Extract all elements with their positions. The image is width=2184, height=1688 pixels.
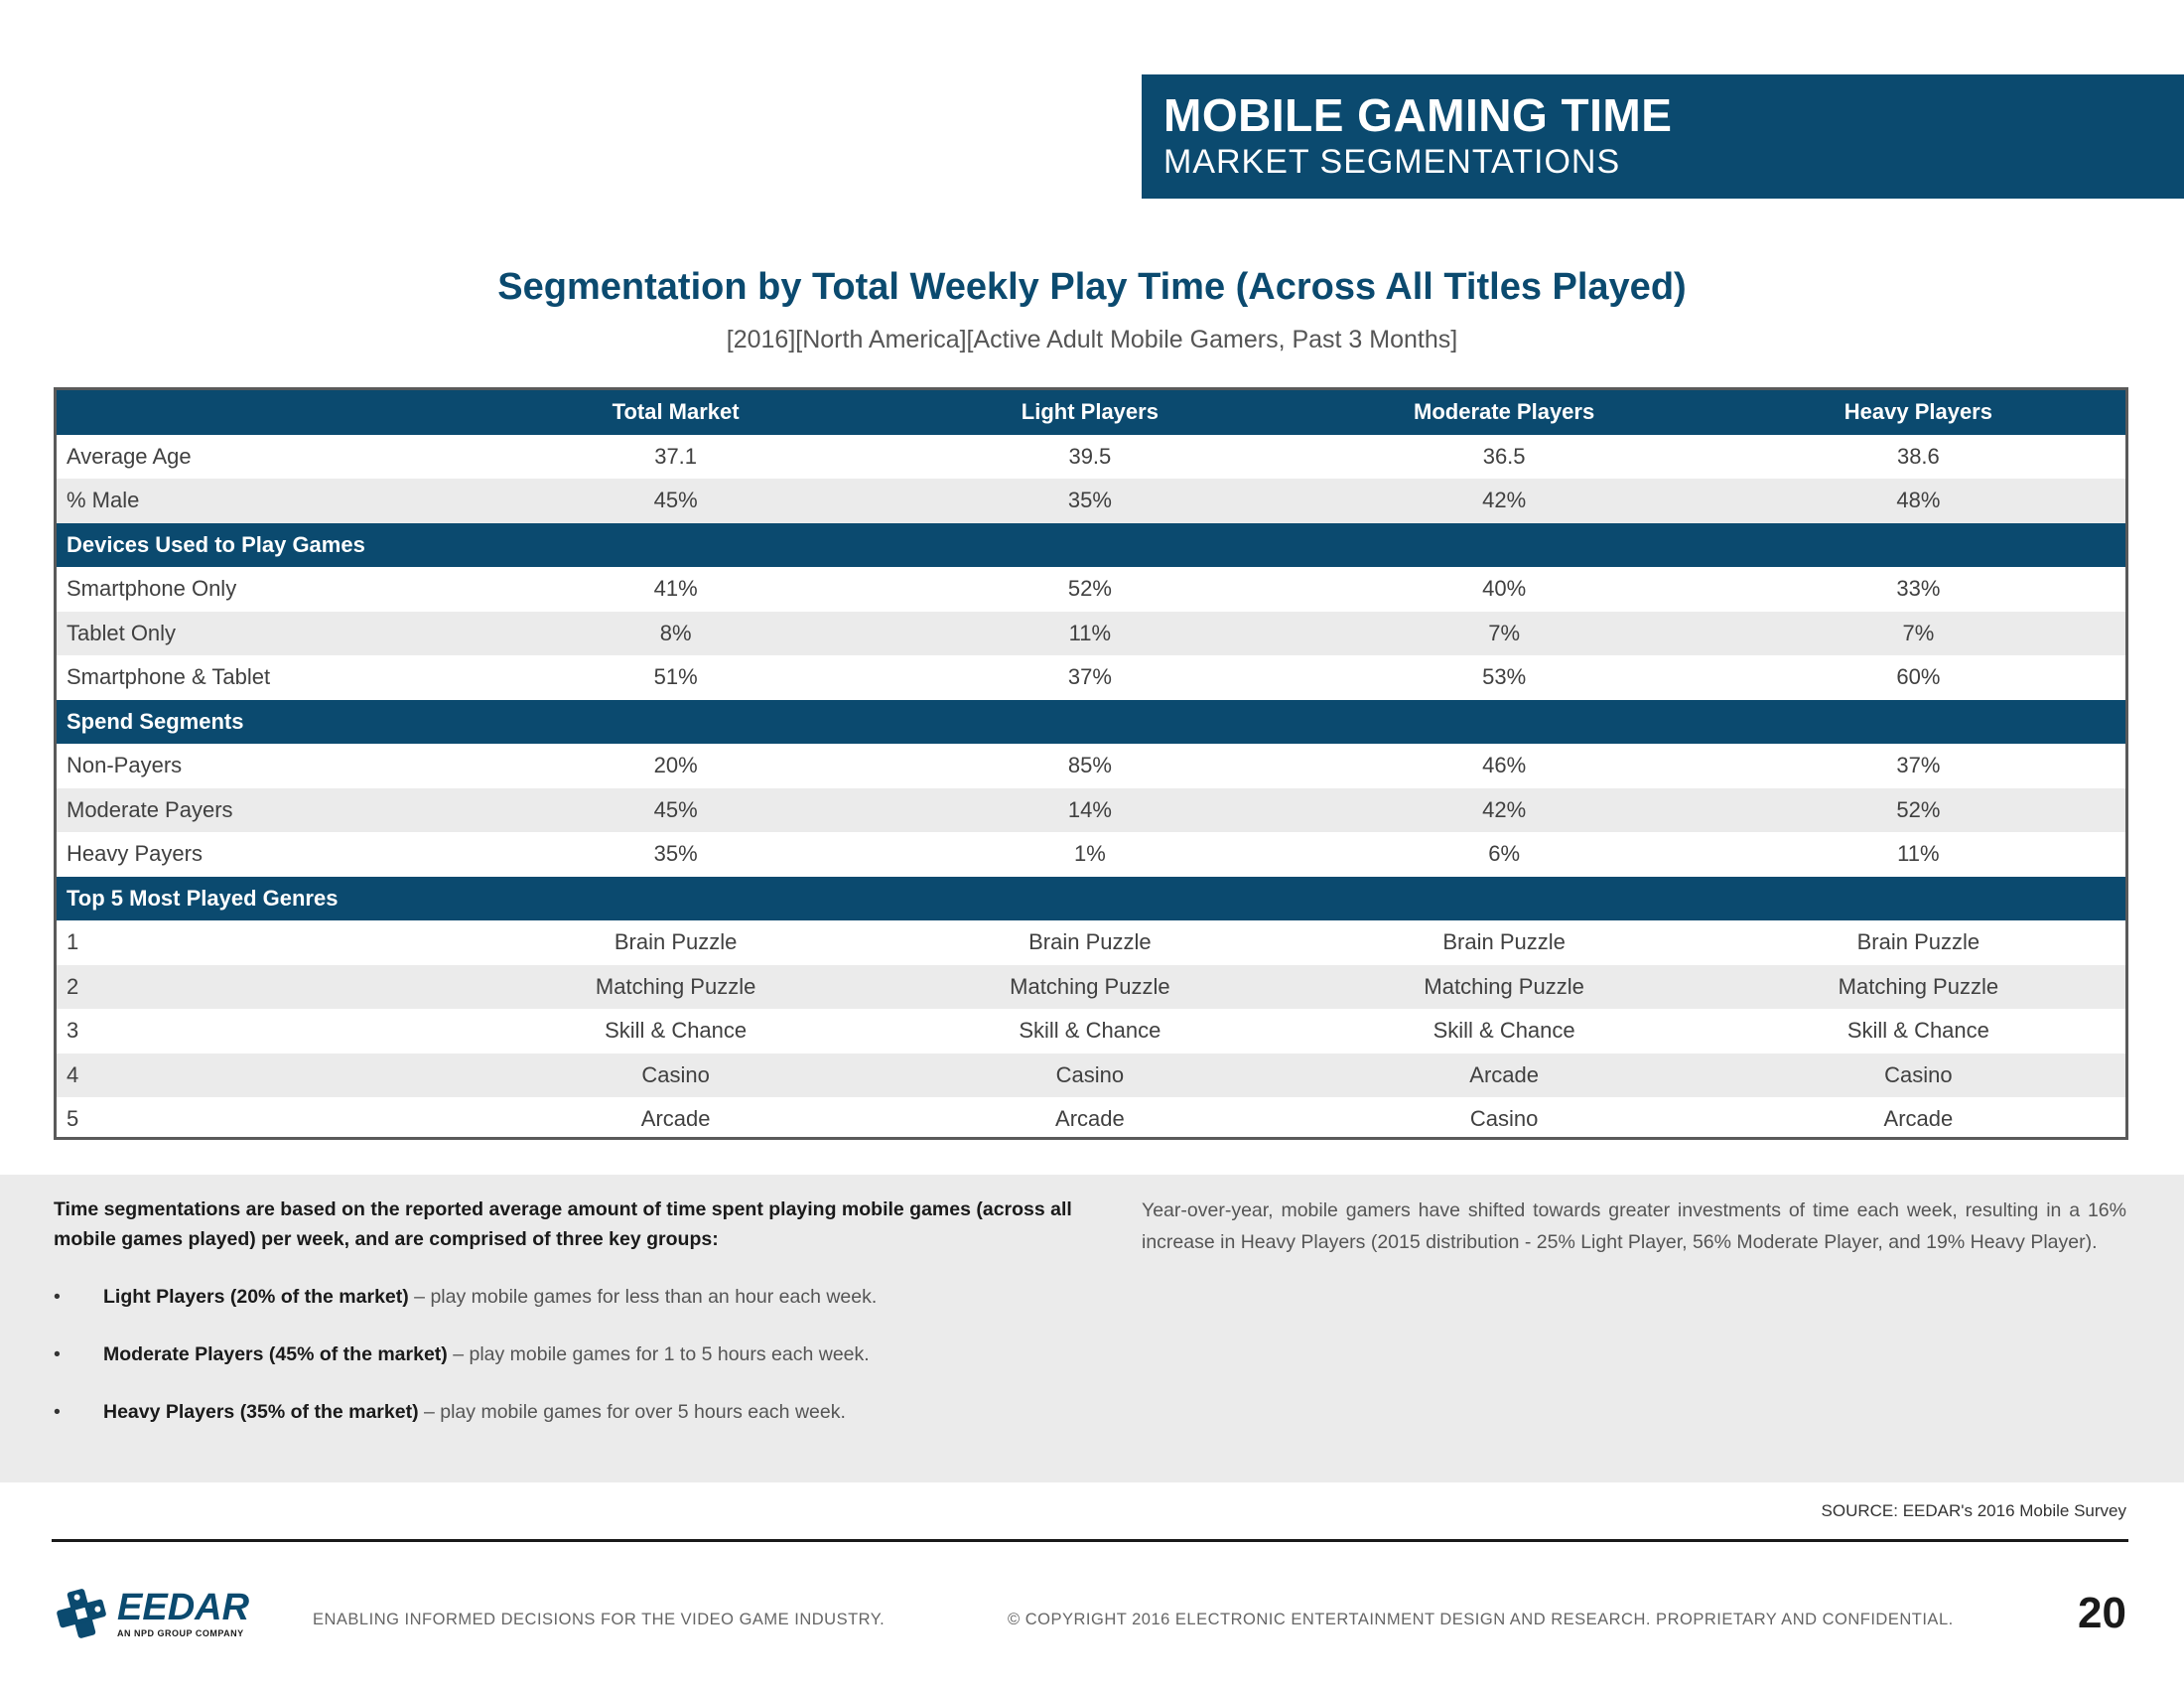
row-label: Moderate Payers <box>67 796 233 822</box>
bullet-icon: • <box>54 1401 61 1423</box>
table-cell: Matching Puzzle <box>1424 973 1584 999</box>
table-cell: Skill & Chance <box>605 1018 748 1044</box>
table-cell: 37% <box>1896 753 1941 778</box>
table-cell: 35% <box>1067 488 1112 513</box>
table-cell: 48% <box>1896 488 1941 513</box>
table-row <box>57 435 2125 480</box>
eedar-logo <box>54 1584 249 1643</box>
table-cell: 45% <box>653 796 698 822</box>
table-cell: 35% <box>653 841 698 867</box>
table-cell: 11% <box>1068 620 1112 645</box>
table-row <box>57 567 2125 612</box>
section-row-spend <box>57 700 2125 745</box>
table-cell: Brain Puzzle <box>1028 929 1152 955</box>
table-cell: Matching Puzzle <box>1010 973 1170 999</box>
table-cell: Brain Puzzle <box>1856 929 1980 955</box>
bullet-label: Heavy Players (35% of the market) <box>103 1401 419 1423</box>
table-row <box>57 744 2125 788</box>
table-cell: Skill & Chance <box>1433 1018 1575 1044</box>
table-cell: 37.1 <box>654 443 698 469</box>
bullet-item <box>54 1339 1086 1369</box>
table-cell: 20% <box>653 753 698 778</box>
page-number: 20 <box>2078 1589 2126 1637</box>
bullet-text: – play mobile games for less than an hour each week. <box>408 1286 878 1308</box>
page-subtitle: [2016][North America][Active Adult Mobile Gamers, Past 3 Months] <box>726 326 1458 353</box>
table-cell: 38.6 <box>1896 443 1940 469</box>
table-cell: 7% <box>1902 620 1935 645</box>
table-cell: Arcade <box>1055 1106 1125 1132</box>
row-label: Non-Payers <box>67 753 183 778</box>
column-header: Moderate Players <box>1414 399 1595 425</box>
table-row <box>57 965 2125 1010</box>
bullet-label: Light Players (20% of the market) <box>103 1286 409 1308</box>
table-row <box>57 479 2125 523</box>
bullet-icon: • <box>54 1343 61 1365</box>
table-cell: 7% <box>1488 620 1521 645</box>
bullet-item <box>54 1282 1086 1312</box>
table-row <box>57 612 2125 656</box>
table-cell: 6% <box>1488 841 1521 867</box>
column-header: Total Market <box>612 399 740 425</box>
table-cell: 46% <box>1482 753 1527 778</box>
section-row-devices <box>57 523 2125 568</box>
table-cell: Casino <box>641 1061 710 1087</box>
row-label: % Male <box>67 488 140 513</box>
section-header <box>1142 74 2184 199</box>
source-note: SOURCE: EEDAR's 2016 Mobile Survey <box>1821 1501 2126 1520</box>
table-cell: 51% <box>653 664 698 690</box>
table-cell: 42% <box>1482 796 1527 822</box>
bullet-item <box>54 1397 1086 1427</box>
table-cell: Arcade <box>640 1106 711 1132</box>
table-cell: Casino <box>1055 1061 1125 1087</box>
footer-divider <box>52 1539 2128 1542</box>
row-label: 2 <box>67 973 79 999</box>
row-label: Heavy Payers <box>67 841 203 867</box>
table-row <box>57 1009 2125 1054</box>
table-cell: 1% <box>1073 841 1106 867</box>
table-cell: 14% <box>1067 796 1112 822</box>
table-cell: Matching Puzzle <box>1838 973 1999 999</box>
table-cell: 39.5 <box>1068 443 1112 469</box>
row-label: Tablet Only <box>67 620 177 645</box>
segmentation-table <box>54 387 2128 1140</box>
row-label: Smartphone & Tablet <box>67 664 271 690</box>
table-row <box>57 1097 2125 1142</box>
section-row-genres <box>57 877 2125 921</box>
footer-tagline: ENABLING INFORMED DECISIONS FOR THE VIDEO GAME INDUSTRY. <box>313 1611 886 1628</box>
eedar-cross-icon <box>54 1586 109 1641</box>
row-label: Average Age <box>67 443 192 469</box>
table-cell: 40% <box>1482 576 1527 602</box>
table-cell: Matching Puzzle <box>595 973 756 999</box>
yoy-note: Year-over-year, mobile gamers have shifted towards greater investments of time each week, resulting in a 16% increase in Heavy Players (2015 distribution - 25% Light Player, 56% Moderate Player, and 19% Heavy Player). <box>1142 1199 2126 1253</box>
column-header: Heavy Players <box>1843 399 1992 425</box>
table-cell: 60% <box>1896 664 1941 690</box>
table-cell: Casino <box>1469 1106 1539 1132</box>
section-title: Devices Used to Play Games <box>67 531 365 557</box>
footer-copyright: © COPYRIGHT 2016 ELECTRONIC ENTERTAINMENT DESIGN AND RESEARCH. PROPRIETARY AND CONFIDENTIAL. <box>1008 1611 1954 1628</box>
column-header: Light Players <box>1021 399 1159 425</box>
bullet-label: Moderate Players (45% of the market) <box>103 1343 448 1365</box>
section-title: Top 5 Most Played Genres <box>67 885 339 911</box>
notes-intro: Time segmentations are based on the reported average amount of time spent playing mobile games (across all mobile games played) per week, and are comprised of three key groups: <box>54 1198 1072 1250</box>
table-row <box>57 788 2125 833</box>
table-row <box>57 832 2125 877</box>
table-cell: Arcade <box>1469 1061 1539 1087</box>
table-header-row <box>57 390 2125 435</box>
table-cell: 52% <box>1896 796 1941 822</box>
row-label: 3 <box>67 1018 79 1044</box>
table-cell: 53% <box>1482 664 1527 690</box>
bullet-text: – play mobile games for 1 to 5 hours each week. <box>447 1343 870 1365</box>
table-row <box>57 920 2125 965</box>
row-label: 1 <box>67 929 79 955</box>
table-cell: 85% <box>1067 753 1112 778</box>
table-cell: Arcade <box>1883 1106 1954 1132</box>
segment-definitions <box>54 1195 1086 1427</box>
header-title: MOBILE GAMING TIME <box>1163 89 1673 141</box>
table-cell: 52% <box>1067 576 1112 602</box>
logo-name: EEDAR <box>117 1587 250 1628</box>
logo-tagline: AN NPD GROUP COMPANY <box>117 1628 244 1638</box>
table-cell: 37% <box>1067 664 1112 690</box>
table-row <box>57 1054 2125 1098</box>
table-cell: 42% <box>1482 488 1527 513</box>
row-label: 4 <box>67 1061 79 1087</box>
row-label: 5 <box>67 1106 79 1132</box>
table-cell: Skill & Chance <box>1846 1018 1989 1044</box>
table-cell: 41% <box>653 576 698 602</box>
table-cell: Skill & Chance <box>1019 1018 1161 1044</box>
notes-panel <box>0 1175 2184 1482</box>
header-subtitle: MARKET SEGMENTATIONS <box>1163 142 1621 181</box>
table-row <box>57 655 2125 700</box>
table-cell: 36.5 <box>1482 443 1526 469</box>
table-cell: 8% <box>659 620 692 645</box>
section-title: Spend Segments <box>67 708 244 734</box>
table-cell: 33% <box>1896 576 1941 602</box>
bullet-text: – play mobile games for over 5 hours each week. <box>418 1401 846 1423</box>
table-cell: Casino <box>1884 1061 1953 1087</box>
table-cell: 11% <box>1897 841 1940 867</box>
row-label: Smartphone Only <box>67 576 237 602</box>
table-cell: Brain Puzzle <box>1442 929 1566 955</box>
table-cell: Brain Puzzle <box>614 929 738 955</box>
bullet-icon: • <box>54 1286 61 1308</box>
table-cell: 45% <box>653 488 698 513</box>
page-title: Segmentation by Total Weekly Play Time (Across All Titles Played) <box>497 266 1687 308</box>
